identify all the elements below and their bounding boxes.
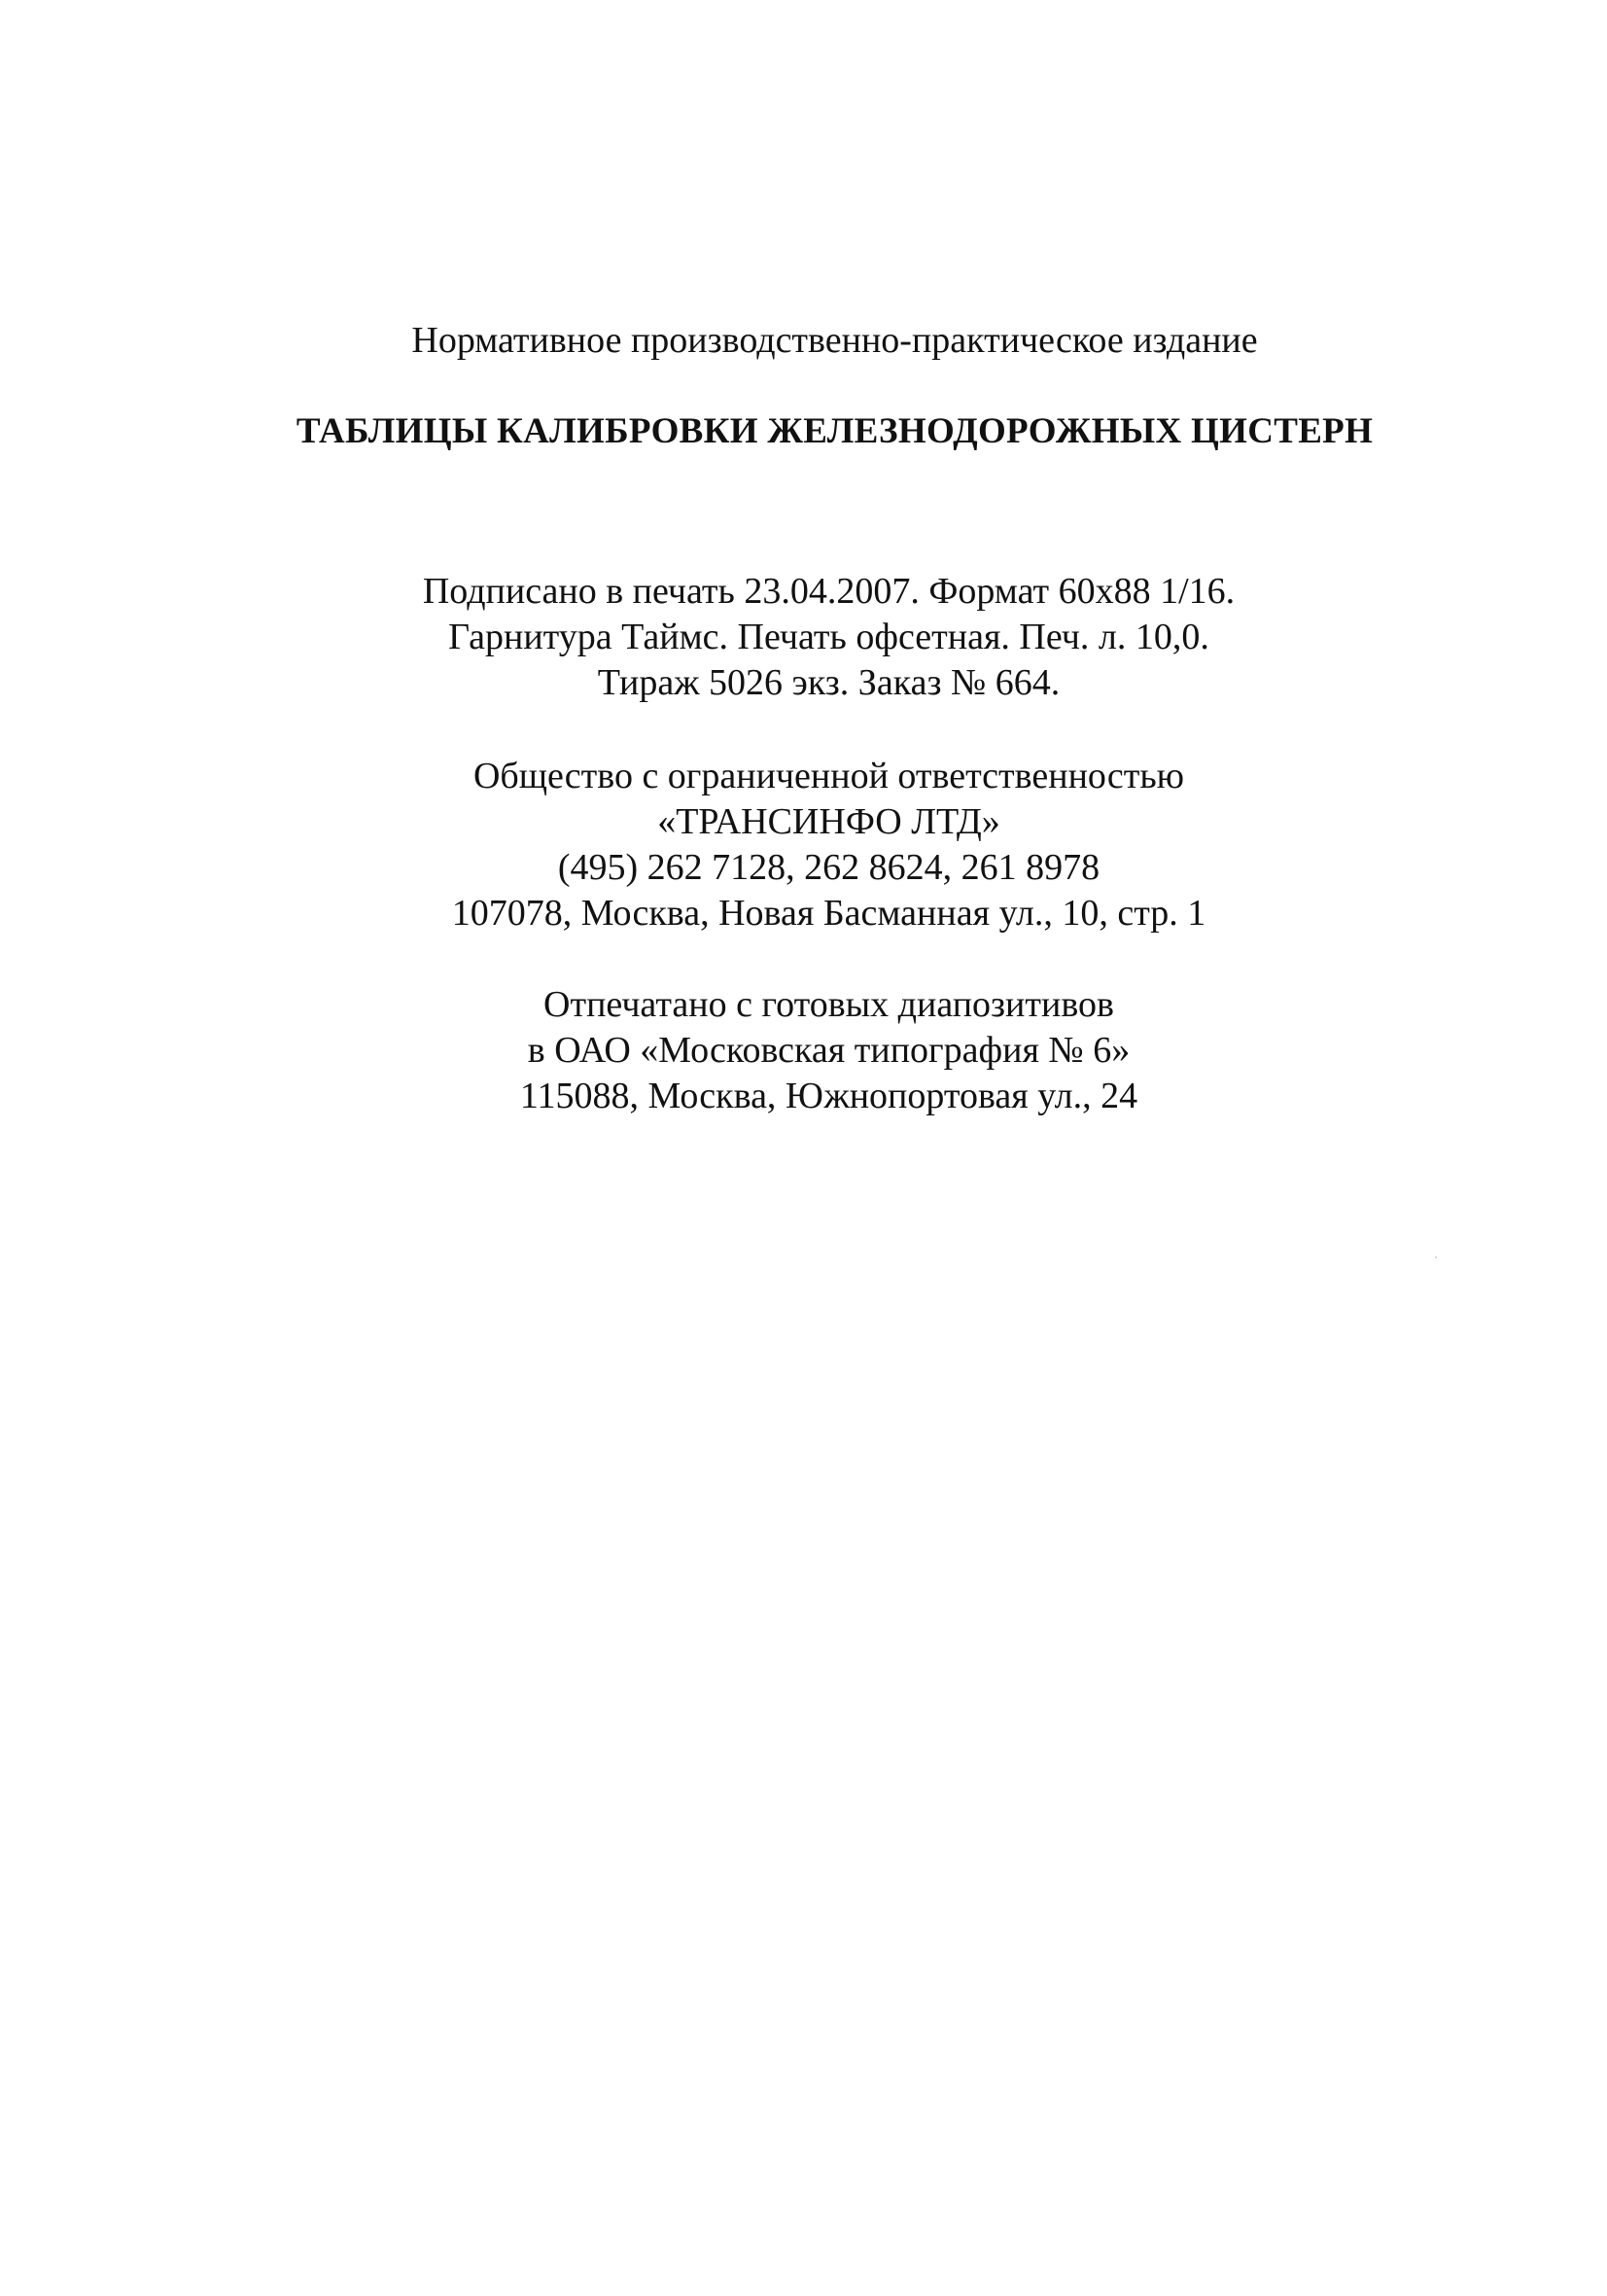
publisher-block [25, 754, 1607, 936]
edition-type: Нормативное производственно-практическое издание [411, 320, 1258, 361]
publisher-phones: (495) 262 7128, 262 8624, 261 8978 [557, 847, 1100, 888]
print-info-line: Подписано в печать 23.04.2007. Формат 60x88 1/16. [422, 571, 1236, 612]
publisher-address: 107078, Москва, Новая Басманная ул., 10, стр. 1 [451, 893, 1206, 934]
print-info-line: Гарнитура Таймс. Печать офсетная. Печ. л. 10,0. [448, 617, 1209, 657]
document-title: ТАБЛИЦЫ КАЛИБРОВКИ ЖЕЛЕЗНОДОРОЖНЫХ ЦИСТЕРН [296, 411, 1374, 451]
printer-line: Отпечатано с готовых диапозитивов [543, 984, 1114, 1025]
printer-block [25, 982, 1607, 1119]
publisher-line: Общество с ограниченной ответственностью [472, 756, 1185, 796]
print-info-block [25, 569, 1607, 706]
printer-name: в ОАО «Московская типография № 6» [527, 1030, 1131, 1071]
printer-address: 115088, Москва, Южнопортовая ул., 24 [519, 1076, 1138, 1116]
print-info-line: Тираж 5026 экз. Заказ № 664. [597, 662, 1061, 703]
publisher-name: «ТРАНСИНФО ЛТД» [657, 801, 1000, 842]
scan-speck [1435, 1256, 1437, 1258]
